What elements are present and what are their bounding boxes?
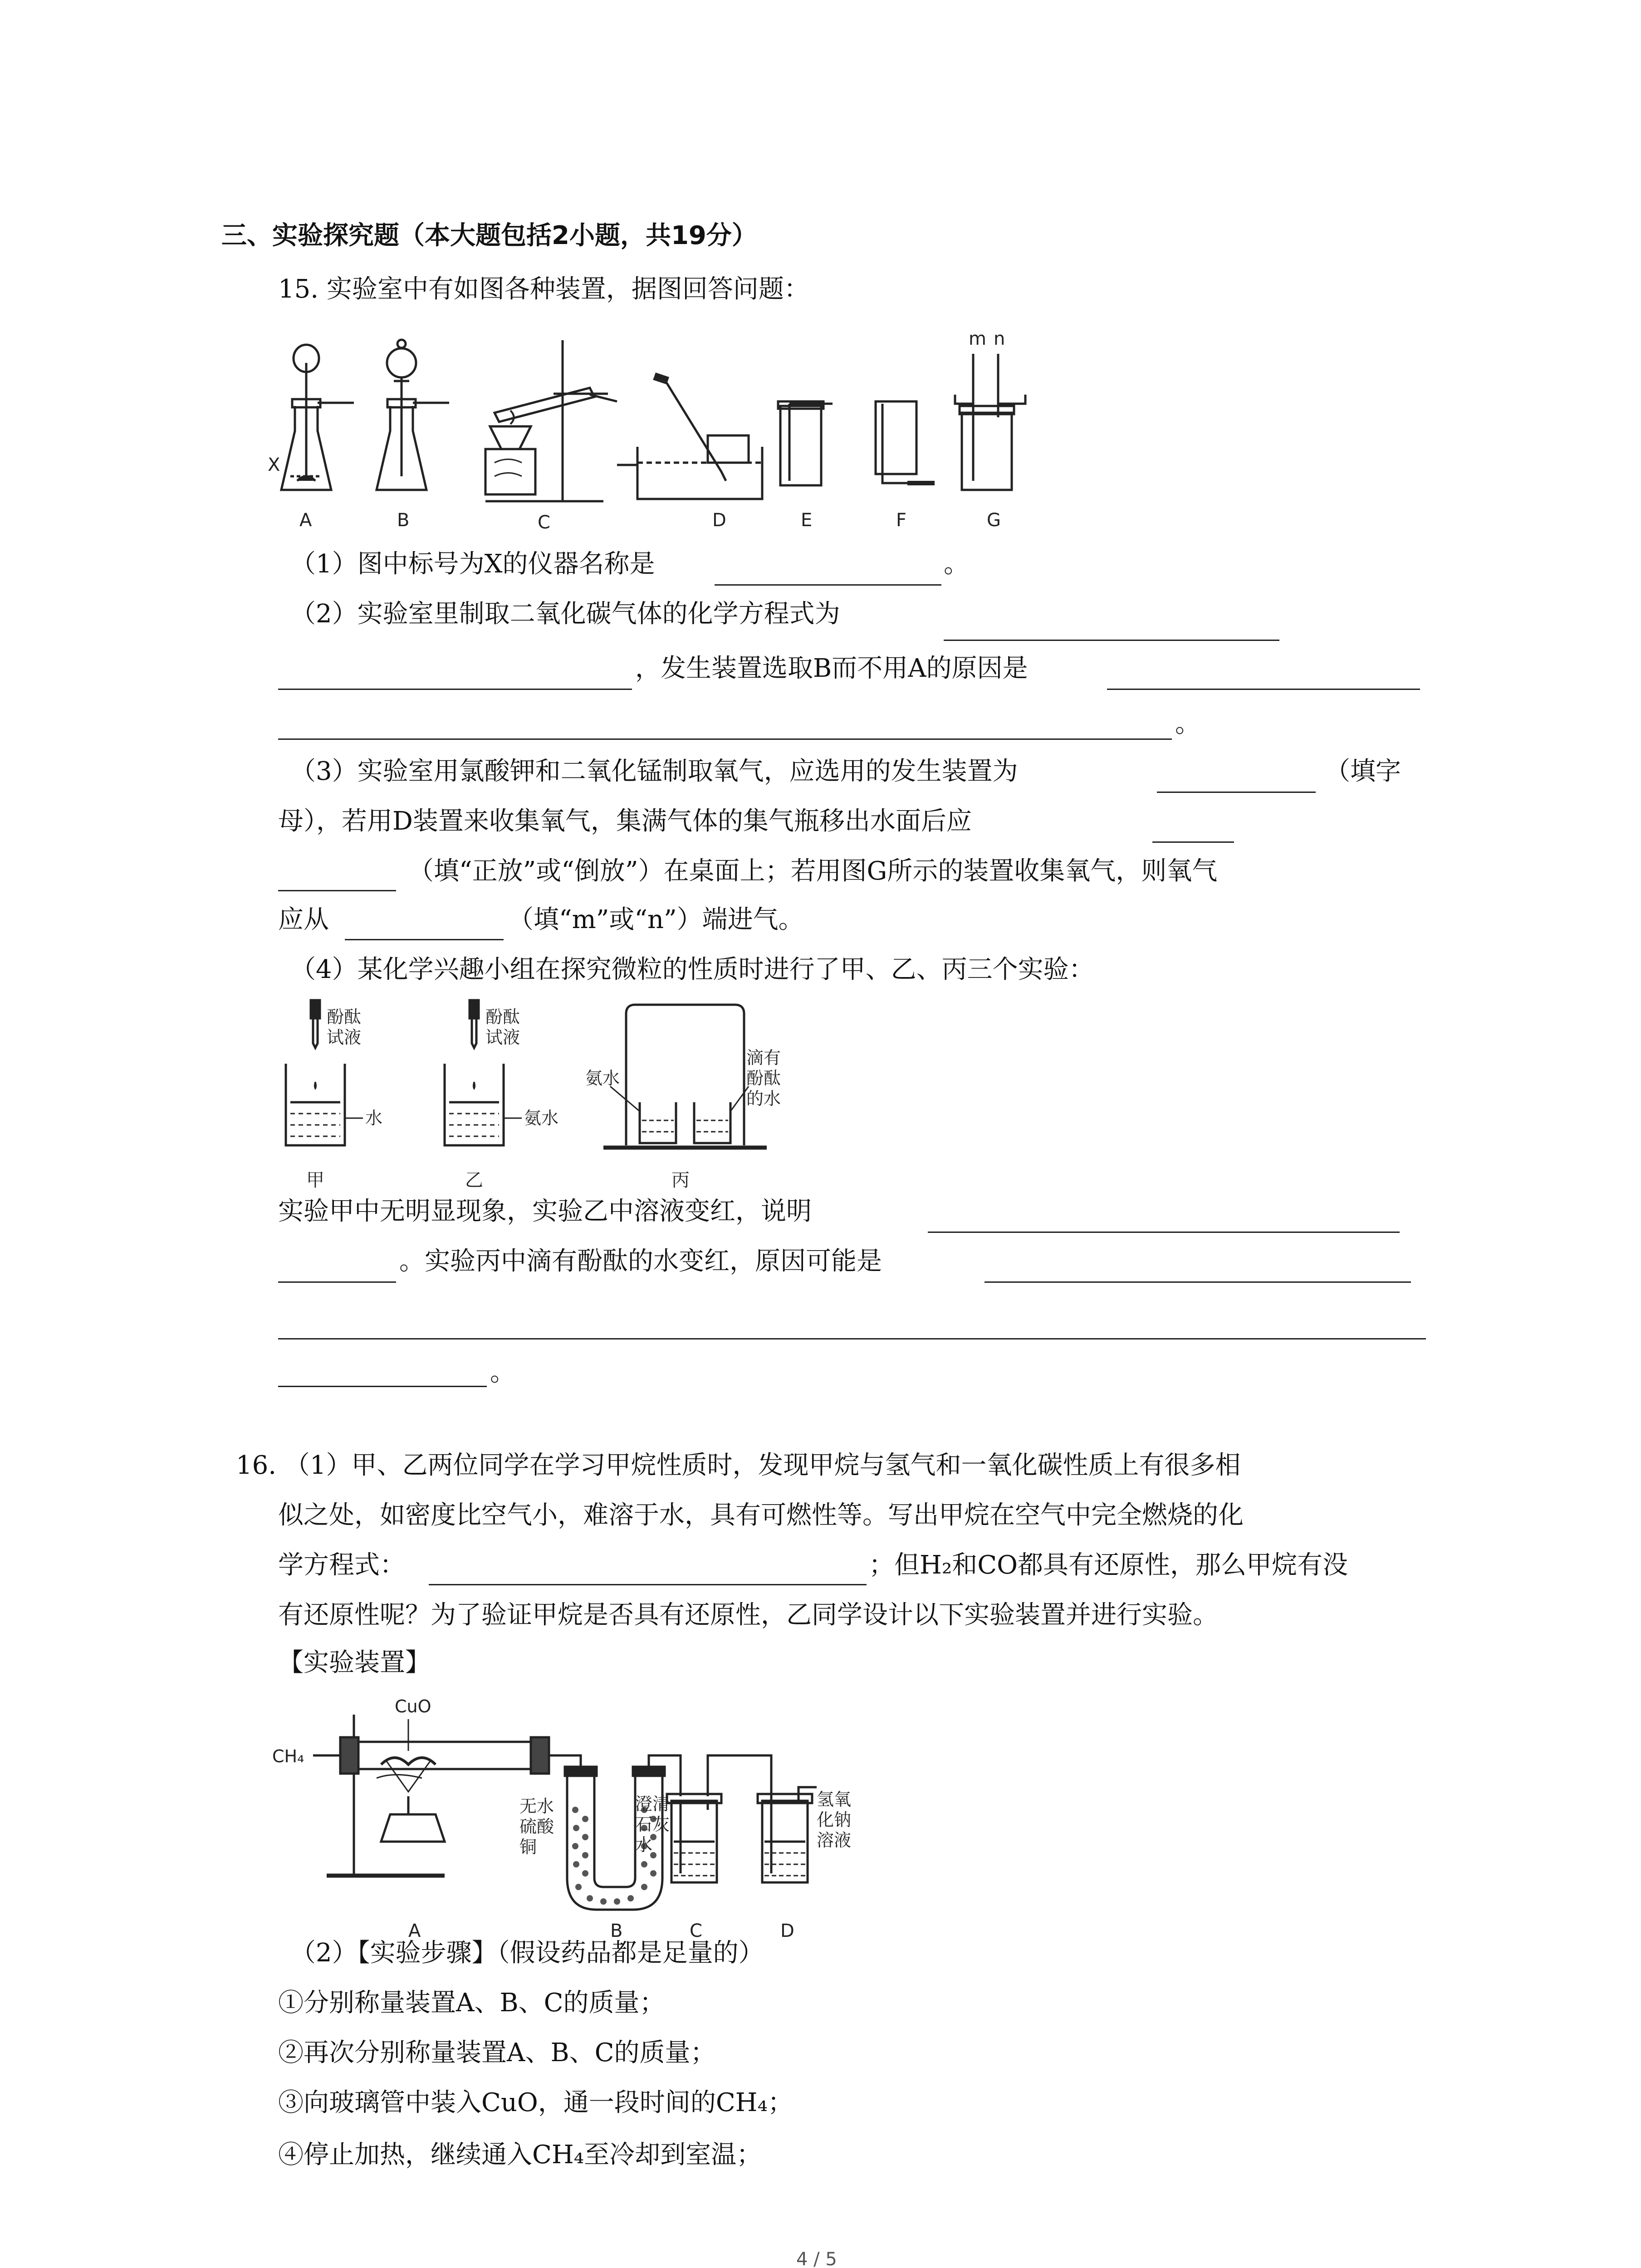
q16-line4: 有还原性呢？为了验证甲烷是否具有还原性，乙同学设计以下实验装置并进行实验。 (278, 1600, 1218, 1630)
answer-blank-16a[interactable] (429, 1584, 867, 1585)
q16-step-2: ②再次分别称量装置A、B、C的质量； (278, 2038, 716, 2068)
c-label-1: 澄清 (635, 1794, 670, 1814)
q15-part4-line2: 实验甲中无明显现象，实验乙中溶液变红，说明 (278, 1197, 812, 1226)
q15-part4-line3: 。实验丙中滴有酚酞的水变红，原因可能是 (399, 1246, 882, 1276)
jia-liquid-label: 水 (365, 1108, 383, 1128)
b-label-1: 无水 (519, 1796, 554, 1816)
fig1-label-d: D (712, 510, 726, 531)
q16-line5: 【实验装置】 (278, 1648, 431, 1677)
q15-part3-line1-end: （填字 (1325, 757, 1401, 786)
caption-yi: 乙 (465, 1170, 483, 1191)
q16-step-title: （2）【实验步骤】（假设药品都是足量的） (290, 1938, 764, 1968)
fig1-label-e: E (801, 510, 813, 531)
fig1-label-n: n (994, 328, 1005, 349)
q16-line3a: 学方程式： (278, 1550, 405, 1580)
q15-part1-end: 。 (944, 549, 969, 579)
q15-part3-line4b: （填“m”或“n”）端进气。 (508, 905, 804, 934)
q15-part2-line2: ，发生装置选取B而不用A的原因是 (635, 654, 1028, 683)
q15-part3-line3: （填“正放”或“倒放”）在桌面上；若用图G所示的装置收集氧气，则氧气 (408, 856, 1218, 886)
fig1-label-g: G (987, 510, 1001, 531)
q16-line1: 16. （1）甲、乙两位同学在学习甲烷性质时，发现甲烷与氢气和一氧化碳性质上有很多相 (236, 1451, 1241, 1480)
fig1-label-a: A (299, 510, 312, 531)
section-title: 三、实验探究题（本大题包括2小题，共19分） (221, 221, 757, 250)
answer-blank-2a[interactable] (944, 640, 1279, 641)
q15-part3-line4a: 应从 (278, 905, 329, 934)
fig1-label-c: C (538, 512, 550, 533)
caption-bing: 丙 (671, 1170, 690, 1191)
q16-step-3: ③向玻璃管中装入CuO，通一段时间的CH₄； (278, 2088, 793, 2117)
b-label-2: 硫酸 (519, 1817, 554, 1837)
answer-blank-3d[interactable] (345, 939, 504, 940)
answer-blank-3a[interactable] (1157, 792, 1316, 793)
apparatus-figure-a-to-g (268, 327, 1098, 540)
page-number: 4 / 5 (796, 2249, 837, 2268)
bing-right-label-1: 滴有 (746, 1048, 781, 1068)
fig1-x-label: X (268, 455, 280, 475)
d-label-2: 化钠 (817, 1810, 852, 1830)
answer-blank-4b[interactable] (278, 1281, 396, 1283)
q16-step-4: ④停止加热，继续通入CH₄至冷却到室温； (278, 2140, 762, 2170)
answer-blank-2c[interactable] (1107, 689, 1420, 690)
yi-reagent-1: 酚酞 (485, 1007, 520, 1027)
fig3-label-b: B (610, 1921, 623, 1941)
c-label-2: 石灰 (635, 1814, 670, 1834)
answer-blank-4c[interactable] (985, 1281, 1411, 1283)
bing-right-label-3: 的水 (746, 1089, 781, 1109)
q15-intro: 15. 实验室中有如图各种装置，据图回答问题： (278, 274, 809, 304)
q15-part2-end: 。 (1175, 709, 1200, 738)
fig1-label-f: F (896, 510, 907, 531)
d-label-3: 溶液 (817, 1830, 852, 1850)
answer-blank-2d[interactable] (278, 738, 1172, 740)
answer-blank-1[interactable] (715, 584, 941, 586)
q15-part2-line1: （2）实验室里制取二氧化碳气体的化学方程式为 (290, 599, 840, 629)
fig1-label-m: m (969, 328, 986, 349)
q15-part3-line1: （3）实验室用氯酸钾和二氧化锰制取氧气，应选用的发生装置为 (290, 757, 1018, 786)
q15-part1: （1）图中标号为X的仪器名称是 (290, 549, 655, 579)
answer-blank-2b[interactable] (278, 689, 632, 690)
answer-blank-3c[interactable] (278, 890, 396, 891)
c-label-3: 水 (635, 1835, 653, 1855)
answer-blank-3b[interactable] (1152, 841, 1234, 843)
jia-reagent-1: 酚酞 (327, 1007, 362, 1027)
fig3-label-c: C (690, 1921, 702, 1941)
fig3-label-d: D (780, 1921, 794, 1941)
yi-reagent-2: 试液 (485, 1027, 520, 1047)
diffusion-experiment-figure (272, 996, 798, 1204)
q16-line2: 似之处，如密度比空气小，难溶于水，具有可燃性等。写出甲烷在空气中完全燃烧的化 (278, 1501, 1244, 1530)
caption-jia: 甲 (306, 1170, 324, 1191)
q16-step-1: ①分别称量装置A、B、C的质量； (278, 1988, 665, 2018)
fig3-label-a: A (408, 1921, 421, 1941)
q15-part3-line2: 母），若用D装置来收集氧气，集满气体的集气瓶移出水面后应 (278, 807, 972, 836)
yi-liquid-label: 氨水 (524, 1108, 559, 1128)
q15-part4-line1: （4）某化学兴趣小组在探究微粒的性质时进行了甲、乙、丙三个实验： (290, 955, 1094, 984)
q15-part4-end: 。 (490, 1358, 515, 1387)
fig1-label-b: B (397, 510, 410, 531)
answer-blank-4a[interactable] (928, 1232, 1400, 1233)
answer-blank-4d[interactable] (278, 1338, 1426, 1339)
bing-right-label-2: 酚酞 (746, 1068, 781, 1088)
ch4-label: CH₄ (272, 1746, 304, 1766)
q16-line3b: ；但H₂和CO都具有还原性，那么甲烷有没 (869, 1550, 1348, 1580)
answer-blank-4e[interactable] (278, 1386, 487, 1387)
d-label-1: 氢氧 (817, 1789, 852, 1809)
b-label-3: 铜 (519, 1837, 537, 1857)
jia-reagent-2: 试液 (327, 1027, 362, 1047)
methane-reduction-apparatus-figure (272, 1692, 880, 1946)
bing-left-label: 氨水 (585, 1068, 620, 1088)
cuo-label: CuO (395, 1696, 431, 1716)
